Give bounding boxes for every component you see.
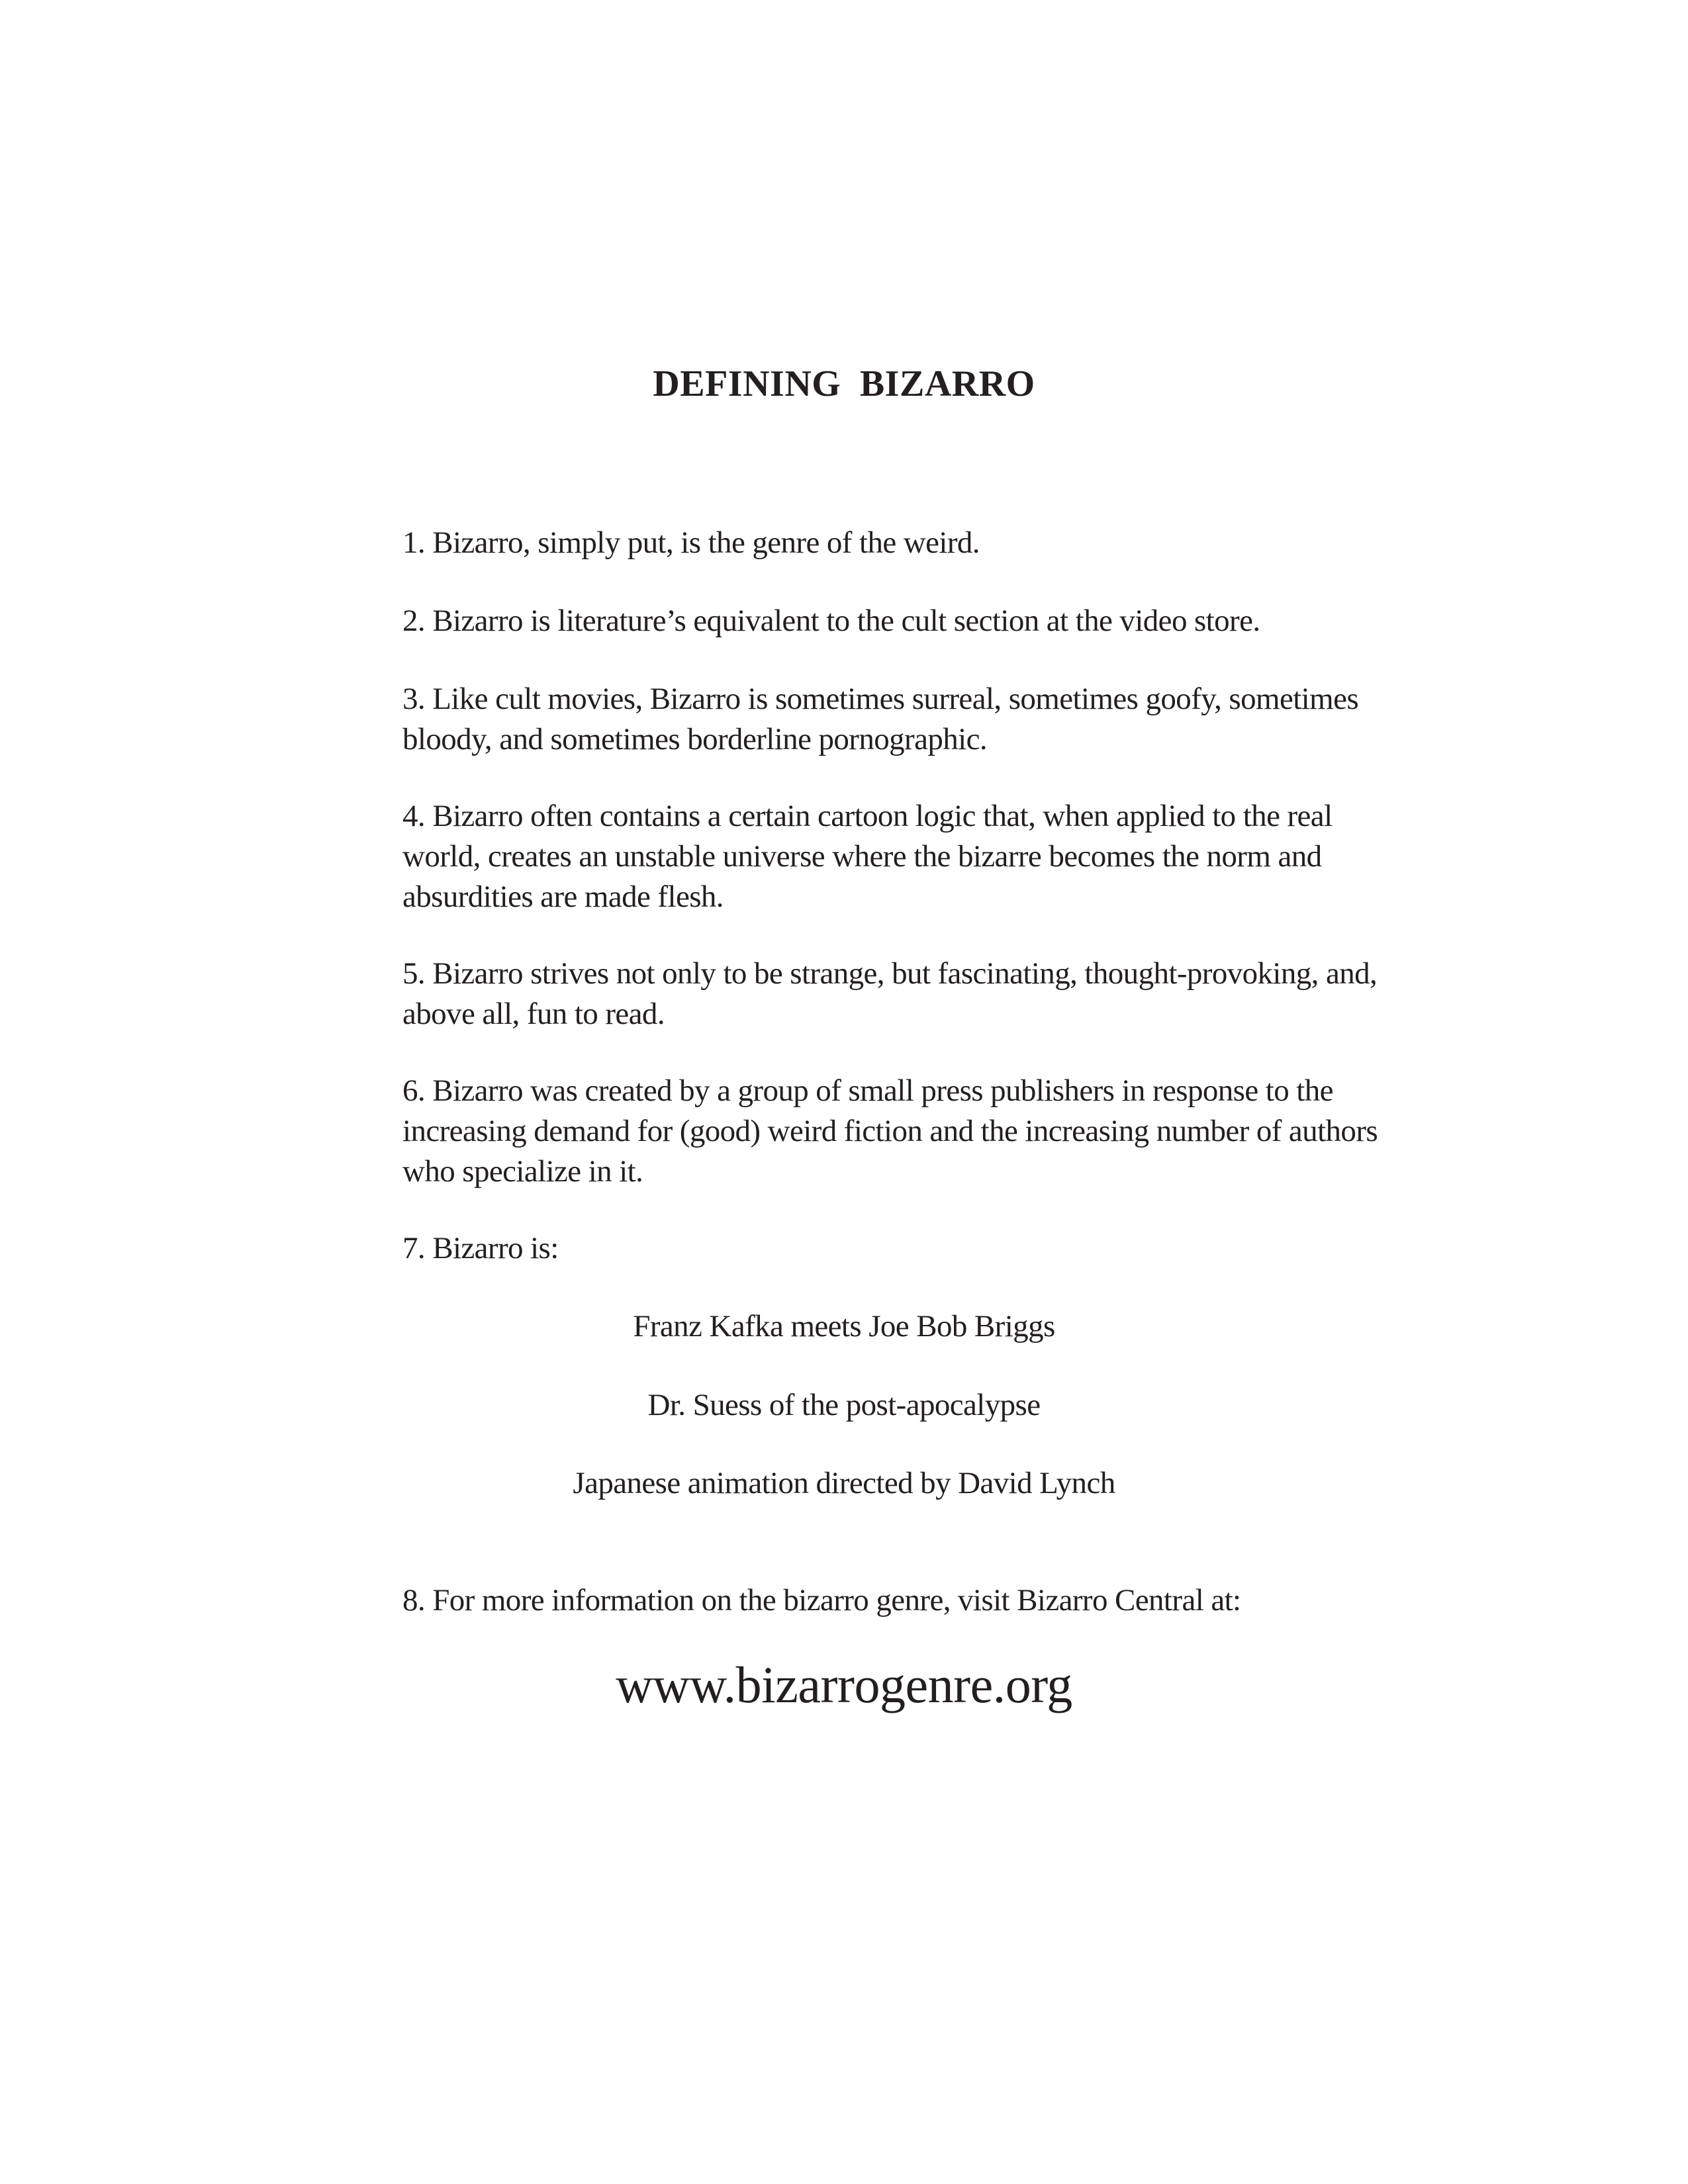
list-item-7: 7. Bizarro is: xyxy=(402,1231,559,1265)
list-item-1: 1. Bizarro, simply put, is the genre of the weird. xyxy=(402,525,980,560)
list-item-2: 2. Bizarro is literature’s equivalent to the cult section at the video store. xyxy=(402,604,1260,638)
list-item-5: 5. Bizarro strives not only to be strange, but fascinating, thought-provoking, and, above all, fun to read. xyxy=(402,956,1378,1031)
comparison-line-3: Japanese animation directed by David Lynch xyxy=(573,1466,1115,1500)
list-item-6: 6. Bizarro was created by a group of small press publishers in response to the increasing demand for (good) weird fiction and the increasing number of authors who specialize in it. xyxy=(402,1073,1378,1189)
list-item-4: 4. Bizarro often contains a certain cartoon logic that, when applied to the real world, creates an unstable universe where the bizarre becomes the norm and absurdities are made flesh. xyxy=(402,799,1333,914)
bizarro-central-link[interactable]: www.bizarrogenre.org xyxy=(616,1656,1072,1713)
list-item-3: 3. Like cult movies, Bizarro is sometimes surreal, sometimes goofy, sometimes bloody, and sometimes borderline pornographic. xyxy=(402,682,1359,756)
list-item-8: 8. For more information on the bizarro genre, visit Bizarro Central at: xyxy=(402,1583,1241,1617)
comparison-line-1: Franz Kafka meets Joe Bob Briggs xyxy=(633,1309,1055,1343)
page-title: DEFINING BIZARRO xyxy=(653,363,1035,404)
comparison-line-2: Dr. Suess of the post-apocalypse xyxy=(647,1388,1041,1422)
